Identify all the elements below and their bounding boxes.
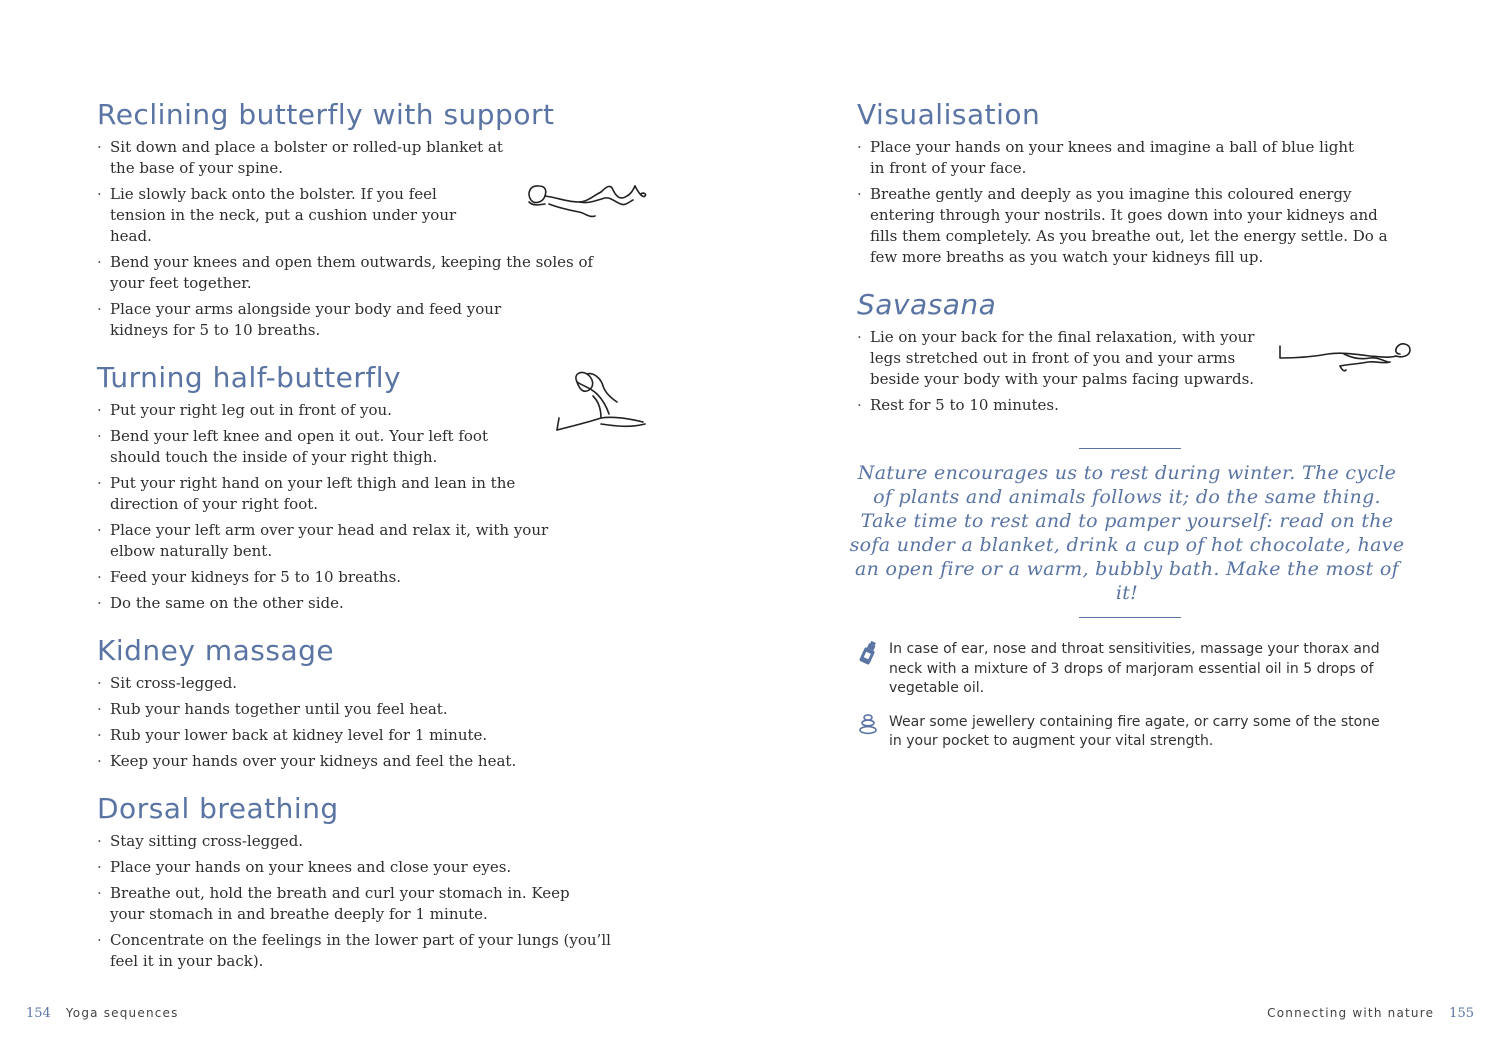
- bullet-list: [857, 137, 1407, 268]
- list-item: · Rub your hands together until you feel heat.: [97, 699, 617, 720]
- list-item: · Place your hands on your knees and close your eyes.: [97, 857, 617, 878]
- bullet-list: [97, 673, 617, 772]
- list-item: · Bend your knees and open them outwards, keeping the soles of your feet together.: [97, 252, 617, 294]
- section-title: Reclining butterfly with support: [97, 98, 555, 131]
- page-number: 155: [1449, 1006, 1474, 1021]
- list-item: · Lie slowly back onto the bolster. If you feel tension in the neck, put a cushion under your head.: [97, 184, 490, 247]
- section-title: Turning half-butterfly: [97, 361, 402, 394]
- list-item: · Feed your kidneys for 5 to 10 breaths.: [97, 567, 617, 588]
- section-title: Visualisation: [857, 98, 1041, 131]
- list-item: · Put your right leg out in front of you.: [97, 400, 617, 421]
- section-dorsal-breathing: [97, 792, 617, 972]
- section-title: Kidney massage: [97, 634, 335, 667]
- list-item: · Put your right hand on your left thigh and lean in the direction of your right foot.: [97, 473, 565, 515]
- list-item: · Keep your hands over your kidneys and feel the heat.: [97, 751, 617, 772]
- bullet-list: [97, 831, 617, 972]
- footer-left: [26, 1006, 179, 1021]
- divider-line: [1079, 617, 1181, 618]
- bullet-list: [97, 137, 617, 341]
- section-title: Savasana: [857, 288, 997, 321]
- tip-text: In case of ear, nose and throat sensitivities, massage your thorax and neck with a mixture of 3 drops of marjoram essential oil in 5 drops of vegetable oil.: [889, 641, 1380, 696]
- pull-quote-block: [849, 448, 1405, 618]
- stacked-stones-icon: [857, 713, 879, 737]
- section-visualisation: [857, 98, 1407, 268]
- list-item: · Place your left arm over your head and relax it, with your elbow naturally bent.: [97, 520, 570, 562]
- tip-text: Wear some jewellery containing fire agate, or carry some of the stone in your pocket to augment your vital strength.: [889, 713, 1380, 749]
- divider-line: [1079, 448, 1181, 449]
- tip-essential-oil: [857, 640, 1401, 699]
- section-title: Dorsal breathing: [97, 792, 339, 825]
- running-head: Yoga sequences: [65, 1006, 179, 1020]
- turning-half-butterfly-pose-illustration: [553, 368, 648, 436]
- list-item: · Rub your lower back at kidney level for 1 minute.: [97, 725, 617, 746]
- savasana-pose-illustration: [1278, 340, 1413, 376]
- list-item: · Sit cross-legged.: [97, 673, 617, 694]
- running-head: Connecting with nature: [1267, 1006, 1435, 1020]
- list-item: · Concentrate on the feelings in the lower part of your lungs (you’ll feel it in your back).: [97, 930, 617, 972]
- page-number: 154: [26, 1006, 51, 1021]
- left-page-column: [97, 98, 617, 992]
- tip-fire-agate: [857, 713, 1389, 752]
- list-item: · Sit down and place a bolster or rolled-up blanket at the base of your spine.: [97, 137, 505, 179]
- list-item: · Bend your left knee and open it out. Your left foot should touch the inside of your right thigh.: [97, 426, 520, 468]
- list-item: · Place your arms alongside your body and feed your kidneys for 5 to 10 breaths.: [97, 299, 540, 341]
- section-turning-half-butterfly: [97, 361, 617, 614]
- list-item: · Breathe gently and deeply as you imagine this coloured energy entering through your nostrils. It goes down into your kidneys and fills them completely. As you breathe out, let the energy settle. Do a few more breaths as you watch your kidneys fill up.: [857, 184, 1400, 268]
- list-item: · Breathe out, hold the breath and curl your stomach in. Keep your stomach in and breathe deeply for 1 minute.: [97, 883, 580, 925]
- list-item: · Do the same on the other side.: [97, 593, 617, 614]
- pull-quote: Nature encourages us to rest during winter. The cycle of plants and animals follows it; do the same thing. Take time to rest and to pamper yourself: read on the sofa under a blanket, drink a cup of hot chocolate, have an open fire or a warm, bubbly bath. Make the most of it!: [849, 462, 1405, 604]
- list-item: · Place your hands on your knees and imagine a ball of blue light in front of your face.: [857, 137, 1370, 179]
- list-item: · Stay sitting cross-legged.: [97, 831, 617, 852]
- list-item: · Lie on your back for the final relaxation, with your legs stretched out in front of you and your arms beside your body with your palms facing upwards.: [857, 327, 1265, 390]
- reclining-butterfly-pose-illustration: [525, 180, 650, 222]
- footer-right: [1267, 1006, 1474, 1021]
- bullet-list: [97, 400, 617, 614]
- section-kidney-massage: [97, 634, 617, 772]
- right-page-column: [849, 98, 1407, 752]
- oil-bottle-icon: [857, 640, 881, 666]
- list-item: · Rest for 5 to 10 minutes.: [857, 395, 1407, 416]
